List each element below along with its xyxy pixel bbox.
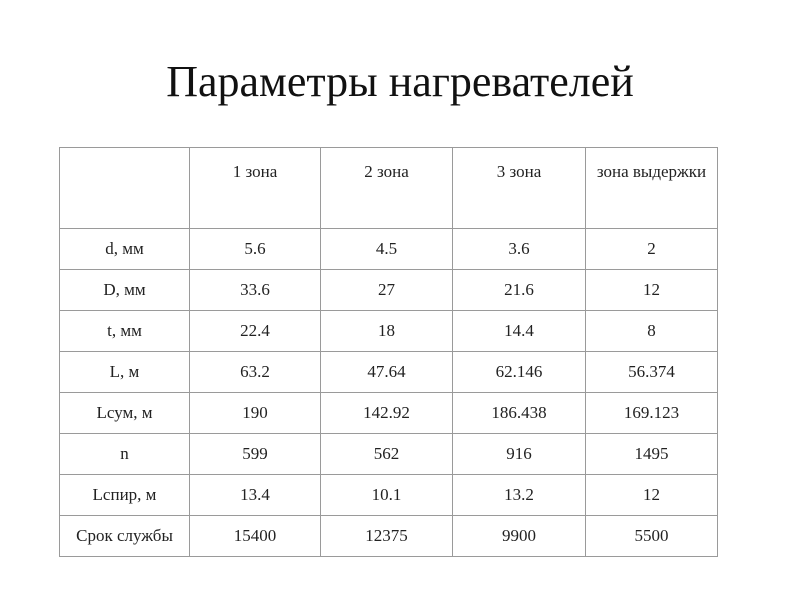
row-label: D, мм [60, 270, 190, 311]
row-label: L, м [60, 352, 190, 393]
table-cell: 4.5 [321, 229, 453, 270]
table-cell: 169.123 [586, 393, 718, 434]
table-row [60, 352, 718, 393]
table-cell: 47.64 [321, 352, 453, 393]
header-holding-zone: зона выдержки [586, 148, 718, 229]
table-row [60, 270, 718, 311]
table-cell: 186.438 [453, 393, 586, 434]
table-cell: 5.6 [190, 229, 321, 270]
table-cell: 12 [586, 475, 718, 516]
table-cell: 13.4 [190, 475, 321, 516]
table-row [60, 434, 718, 475]
table-row [60, 311, 718, 352]
table-cell: 21.6 [453, 270, 586, 311]
table-row [60, 516, 718, 557]
table-header-row [60, 148, 718, 229]
table-cell: 5500 [586, 516, 718, 557]
table-row [60, 475, 718, 516]
row-label: Срок службы [60, 516, 190, 557]
table-cell: 10.1 [321, 475, 453, 516]
table-cell: 33.6 [190, 270, 321, 311]
table-cell: 8 [586, 311, 718, 352]
header-corner-cell [60, 148, 190, 229]
header-zone-2: 2 зона [321, 148, 453, 229]
table-cell: 14.4 [453, 311, 586, 352]
table-cell: 22.4 [190, 311, 321, 352]
header-zone-1: 1 зона [190, 148, 321, 229]
table-cell: 15400 [190, 516, 321, 557]
table-cell: 63.2 [190, 352, 321, 393]
table-cell: 562 [321, 434, 453, 475]
row-label: d, мм [60, 229, 190, 270]
table-row [60, 229, 718, 270]
table-cell: 916 [453, 434, 586, 475]
table-row [60, 393, 718, 434]
row-label: Lспир, м [60, 475, 190, 516]
table-cell: 12 [586, 270, 718, 311]
table-cell: 142.92 [321, 393, 453, 434]
table-cell: 599 [190, 434, 321, 475]
table-cell: 190 [190, 393, 321, 434]
row-label: n [60, 434, 190, 475]
table-cell: 3.6 [453, 229, 586, 270]
table-cell: 27 [321, 270, 453, 311]
table-cell: 12375 [321, 516, 453, 557]
heater-parameters-table [59, 147, 718, 557]
table-cell: 62.146 [453, 352, 586, 393]
table-cell: 2 [586, 229, 718, 270]
table-cell: 56.374 [586, 352, 718, 393]
table-cell: 1495 [586, 434, 718, 475]
row-label: t, мм [60, 311, 190, 352]
table-cell: 9900 [453, 516, 586, 557]
row-label: Lсум, м [60, 393, 190, 434]
table-cell: 13.2 [453, 475, 586, 516]
table-cell: 18 [321, 311, 453, 352]
page-title: Параметры нагревателей [166, 57, 634, 106]
header-zone-3: 3 зона [453, 148, 586, 229]
